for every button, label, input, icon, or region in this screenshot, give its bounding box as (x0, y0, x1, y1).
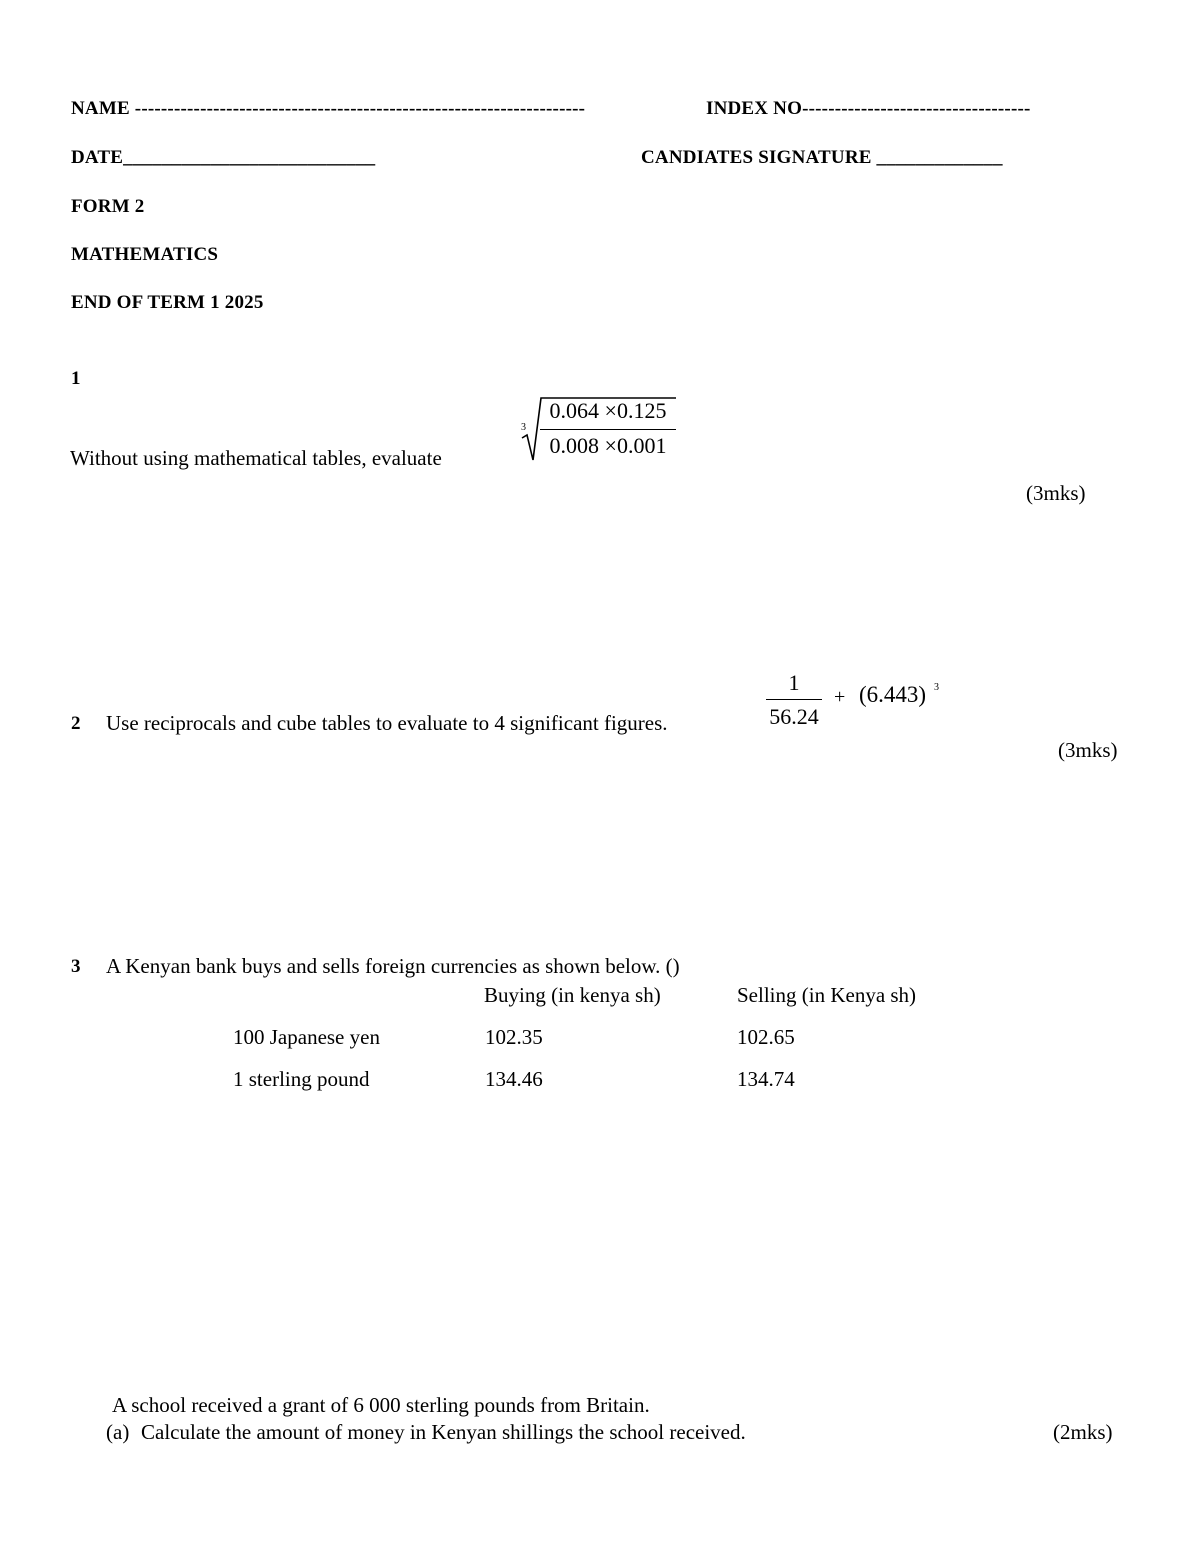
candidate-signature-field-label: CANDIATES SIGNATURE _____________ (641, 147, 1003, 168)
table-cell-selling: 102.65 (737, 1025, 795, 1049)
table-cell-currency: 100 Japanese yen (233, 1025, 380, 1049)
question-1-marks: (3mks) (1026, 481, 1086, 505)
table-cell-selling: 134.74 (737, 1067, 795, 1091)
root-index: 3 (521, 422, 526, 433)
question-2-numerator: 1 (788, 670, 800, 695)
question-2-fraction-bar (766, 699, 822, 700)
grant-statement: A school received a grant of 6 000 sterling pounds from Britain. (112, 1393, 650, 1417)
part-a-text: Calculate the amount of money in Kenyan shillings the school received. (141, 1420, 746, 1444)
table-header-buying: Buying (in kenya sh) (484, 983, 661, 1007)
name-field-label: NAME --------------------------------------------------------------------- (71, 98, 586, 119)
cube-exponent: 3 (934, 682, 939, 693)
subject-label: MATHEMATICS (71, 244, 219, 265)
question-2-text: Use reciprocals and cube tables to evaluate to 4 significant figures. (106, 711, 668, 735)
table-cell-currency: 1 sterling pound (233, 1067, 370, 1091)
question-3-text: A Kenyan bank buys and sells foreign currencies as shown below. () (106, 954, 680, 978)
table-cell-buying: 102.35 (485, 1025, 543, 1049)
exam-title: END OF TERM 1 2025 (71, 292, 264, 313)
question-3-number: 3 (71, 956, 81, 977)
question-1-text: Without using mathematical tables, evaluate (70, 446, 442, 470)
question-1-cube-root-expression (518, 392, 688, 467)
parenthesized-term: (6.443) (859, 682, 927, 707)
form-label: FORM 2 (71, 196, 145, 217)
plus-sign: + (834, 686, 846, 708)
part-a-label: (a) (106, 1420, 130, 1444)
question-2-denominator: 56.24 (769, 704, 819, 729)
question-2-expression (764, 668, 954, 738)
index-number-field-label: INDEX NO----------------------------------- (706, 98, 1031, 119)
date-field-label: DATE__________________________ (71, 147, 376, 168)
question-2-number: 2 (71, 713, 81, 734)
question-1-fraction-bar (540, 429, 676, 430)
question-1-number: 1 (71, 368, 81, 389)
question-1-numerator: 0.064 ×0.125 (549, 398, 667, 423)
table-header-selling: Selling (in Kenya sh) (737, 983, 917, 1007)
question-2-marks: (3mks) (1058, 738, 1118, 762)
question-1-denominator: 0.008 ×0.001 (549, 433, 667, 458)
table-cell-buying: 134.46 (485, 1067, 543, 1091)
part-a-marks: (2mks) (1053, 1420, 1113, 1444)
